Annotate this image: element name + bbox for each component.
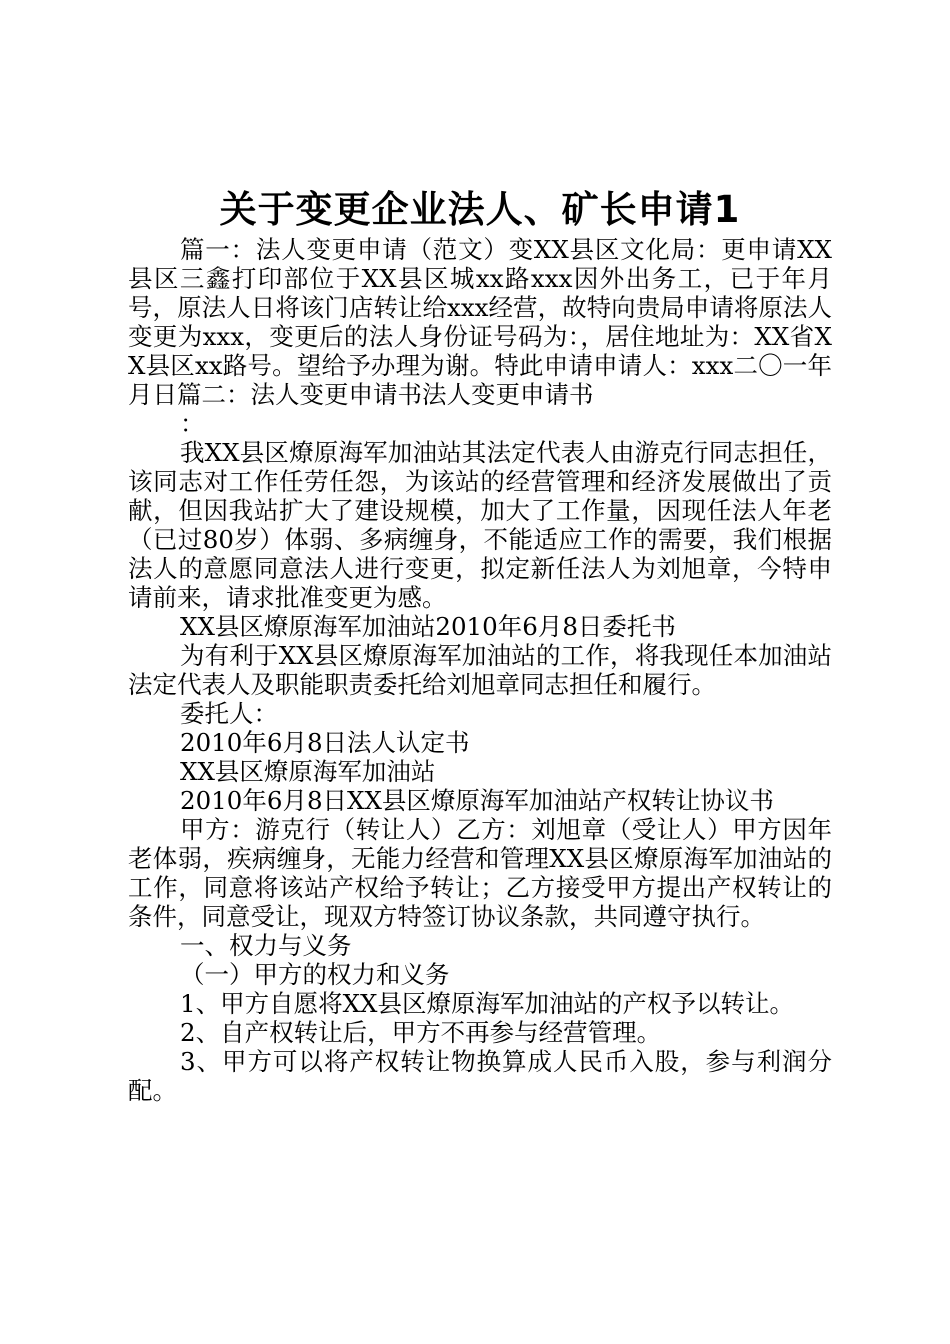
paragraph-date-certificate: 2010年6月8日法人认定书 (180, 728, 470, 757)
paragraph-colon: ： (180, 409, 205, 438)
paragraph-intro: 篇一：法人变更申请（范文）变XX县区文化局：更申请XX县区三鑫打印部位于XX县区城xx路xxx因外出务工，已于年月号，原法人日将该门店转让给xxx经营，故特向贵局申请将原法人变更为xxx，变更后的法人身份证号码为：，居住地址为：XX省XX县区xx路号。望给予办理为谢。特此申请申请人：xxx二〇一年月日篇二：法人变更申请书法人变更申请书 (128, 235, 832, 409)
paragraph-station-name: XX县区燎原海军加油站 (180, 757, 436, 786)
clause-1: 1、甲方自愿将XX县区燎原海军加油站的产权予以转让。 (180, 989, 794, 1018)
paragraph-entruster: 委托人： (180, 699, 278, 728)
subsection-heading-party-a: （一）甲方的权力和义务 (180, 960, 450, 989)
clause-3: 3、甲方可以将产权转让物换算成人民币入股，参与利润分配。 (128, 1047, 832, 1105)
paragraph-application-body: 我XX县区燎原海军加油站其法定代表人由游克行同志担任，该同志对工作任劳任怨，为该站的经营管理和经济发展做出了贡献，但因我站扩大了建设规模，加大了工作量，因现任法人年老（已过80岁）体弱、多病缠身，不能适应工作的需要，我们根据法人的意愿同意法人进行变更，拟定新任法人为刘旭章，今特申请前来，请求批准变更为感。 (128, 438, 832, 612)
section-heading-rights: 一、权力与义务 (180, 931, 352, 960)
paragraph-station-date: XX县区燎原海军加油站2010年6月8日委托书 (180, 612, 676, 641)
paragraph-parties: 甲方：游克行（转让人）乙方：刘旭章（受让人）甲方因年老体弱，疾病缠身，无能力经营和管理XX县区燎原海军加油站的工作，同意将该站产权给予转让；乙方接受甲方提出产权转让的条件，同意受让，现双方特签订协议条款，共同遵守执行。 (128, 815, 832, 931)
paragraph-entrustment: 为有利于XX县区燎原海军加油站的工作，将我现任本加油站法定代表人及职能职责委托给刘旭章同志担任和履行。 (128, 641, 832, 699)
clause-2: 2、自产权转让后，甲方不再参与经营管理。 (180, 1018, 662, 1047)
document-page (128, 185, 832, 1105)
paragraph-agreement-title: 2010年6月8日XX县区燎原海军加油站产权转让协议书 (180, 786, 774, 815)
document-title: 关于变更企业法人、矿长申请1 (219, 188, 741, 231)
